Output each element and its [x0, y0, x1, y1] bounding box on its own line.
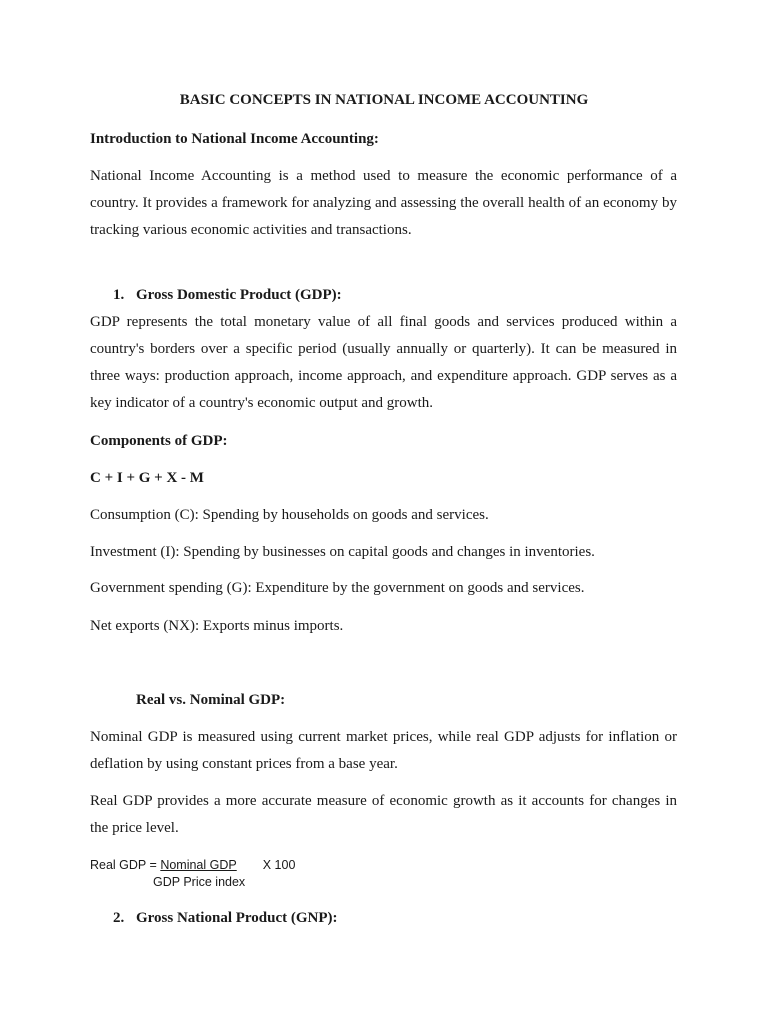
gdp-paragraph: GDP represents the total monetary value of all final goods and services produced within a country's borders over a specific period (usually annually or quarterly). It can be measured in three ways: production approach, income approach, and expenditure approach. GDP serves as a key indicator of a country's economic output and growth. [90, 314, 677, 411]
component-consumption: Consumption (C): Spending by households on goods and services. [90, 507, 489, 523]
section-1-heading: Gross Domestic Product (GDP): [136, 287, 342, 303]
formula-multiplier: X 100 [262, 858, 296, 872]
document-title: BASIC CONCEPTS IN NATIONAL INCOME ACCOUNTING [179, 92, 589, 108]
components-heading: Components of GDP: [90, 433, 228, 449]
section-2-number: 2. [113, 910, 125, 926]
gdp-equation: C + I + G + X - M [90, 470, 204, 486]
real-nominal-heading: Real vs. Nominal GDP: [136, 692, 286, 708]
section-2-heading: Gross National Product (GNP): [136, 910, 338, 926]
formula-denominator: GDP Price index [153, 875, 246, 889]
section-1-number: 1. [113, 287, 125, 303]
intro-paragraph: National Income Accounting is a method used to measure the economic performance of a country. It provides a framework for analyzing and assessing the overall health of an economy by tracking various economic activities and transactions. [90, 168, 677, 238]
component-government: Government spending (G): Expenditure by the government on goods and services. [90, 580, 585, 596]
real-gdp-formula [90, 857, 295, 891]
formula-numerator: Nominal GDP [160, 858, 237, 872]
real-gdp-paragraph: Real GDP provides a more accurate measure of economic growth as it accounts for changes in the price level. [90, 793, 677, 836]
component-investment: Investment (I): Spending by businesses on capital goods and changes in inventories. [90, 544, 595, 560]
nominal-gdp-paragraph: Nominal GDP is measured using current market prices, while real GDP adjusts for inflation or deflation by using constant prices from a base year. [90, 729, 677, 772]
intro-heading: Introduction to National Income Accounting: [90, 131, 379, 147]
component-net-exports: Net exports (NX): Exports minus imports. [90, 618, 344, 634]
formula-lhs: Real GDP = [90, 858, 157, 872]
